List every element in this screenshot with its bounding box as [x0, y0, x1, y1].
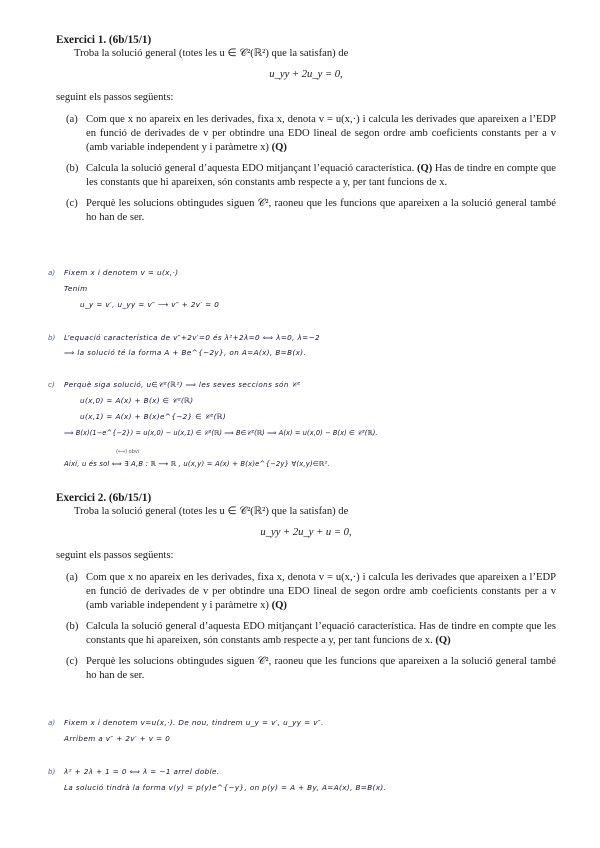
answer-1a-label: a)	[48, 268, 56, 277]
answer-1b-line-2: ⟹ la solució té la forma A + Be^{−2y}, on A=A(x), B=B(x).	[64, 348, 307, 357]
answer-1c-line-3: u(x,1) = A(x) + B(x)e^{−2} ∈ 𝒞²(ℝ)	[80, 412, 227, 421]
exercise-1-part-b: (b) Calcula la solució general d’aquesta EDO mitjançant l’equació característica. (Q) Has de tindre en compte que les constants que hi apareixen, són constants amb respecte a y, per tant funcions de x.	[66, 163, 556, 188]
answer-1c-line-1: Perquè siga solució, u∈𝒞²(ℝ²) ⟹ les seves seccions són 𝒞²	[64, 380, 301, 389]
answer-2a-label: a)	[48, 718, 56, 727]
exercise-1-intro: seguint els passos següents:	[56, 92, 174, 103]
exercise-1-part-a: (a) Com que x no apareix en les derivades, fixa x, denota v = u(x,·) i calcula les derivades que apareixen a l’EDP en funció de derivades de v per obtindre una EDO lineal de segon ordre amb coeficients constants per a v (amb variable independent y i paràmetre x) (Q)	[66, 114, 556, 153]
answer-2a-line-2: Arribem a v″ + 2v′ + v = 0	[64, 734, 171, 743]
exercise-1-parts	[56, 113, 556, 225]
answer-2b-line-2: La solució tindrà la forma v(y) = p(y)e^{−y}, on p(y) = A + By, A=A(x), B=B(x).	[64, 783, 387, 792]
exercise-2-statement: Troba la solució general (totes les u ∈ 𝒞²(ℝ²) que la satisfan) de	[74, 506, 349, 517]
answer-2a-line-1: Fixem x i denotem v=u(x,·). De nou, tindrem u_y = v′, u_yy = v″.	[64, 718, 324, 727]
answer-1c-line-2: u(x,0) = A(x) + B(x) ∈ 𝒞²(ℝ)	[80, 396, 194, 405]
exercise-2-parts	[56, 571, 556, 683]
answer-2b-label: b)	[48, 767, 56, 776]
exercise-2-heading: Exercici 2. (6b/15/1)	[56, 492, 152, 504]
answer-1c-note: (⟺) obvi	[116, 449, 140, 455]
exercise-1-part-c: (c) Perquè les solucions obtingudes siguen 𝒞², raoneu que les funcions que apareixen a la solució general també ho han de ser.	[66, 198, 556, 223]
exercise-1-heading: Exercici 1. (6b/15/1)	[56, 34, 152, 46]
answer-1b-label: b)	[48, 333, 56, 342]
answer-1c-line-4: ⟹ B(x)(1−e^{−2}) = u(x,0) − u(x,1) ∈ 𝒞²(ℝ) ⟹ B∈𝒞²(ℝ) ⟹ A(x) = u(x,0) − B(x) ∈ 𝒞²(ℝ).	[64, 429, 378, 437]
exercise-2-part-b: (b) Calcula la solució general d’aquesta EDO mitjançant l’equació característica. Has de tindre en compte que les constants que hi apareixen, són constants amb respecte a y, per tant funcions de x. (Q)	[66, 621, 556, 646]
exercise-2-equation: u_yy + 2u_y + u = 0,	[260, 527, 352, 538]
answer-1c-line-5: Així, u és sol ⟺ ∃ A,B : ℝ ⟶ ℝ , u(x,y) = A(x) + B(x)e^{−2y} ∀(x,y)∈ℝ².	[64, 460, 330, 468]
exercise-1	[56, 33, 556, 232]
exercise-1-equation: u_yy + 2u_y = 0,	[269, 69, 343, 80]
answer-2b-line-1: λ² + 2λ + 1 = 0 ⟺ λ = −1 arrel doble.	[64, 767, 220, 776]
answer-1a-line-1: Fixem x i denotem v = u(x,·)	[64, 268, 179, 277]
exercise-2-part-a: (a) Com que x no apareix en les derivades, fixa x, denota v = u(x,·) i calcula les derivades que apareixen a l’EDP en funció de derivades de v per obtindre una EDO lineal de segon ordre amb coeficients constants per a v (amb variable independent y i paràmetre x) (Q)	[66, 572, 556, 611]
answer-1a-line-2: Tenim	[64, 284, 88, 293]
exercise-2-part-c: (c) Perquè les solucions obtingudes siguen 𝒞², raoneu que les funcions que apareixen a la solució general també ho han de ser.	[66, 656, 556, 681]
exercise-1-statement: Troba la solució general (totes les u ∈ 𝒞²(ℝ²) que la satisfan) de	[74, 48, 349, 59]
answer-1c-label: c)	[48, 380, 55, 389]
exercise-2-intro: seguint els passos següents:	[56, 550, 174, 561]
exercise-2	[56, 491, 556, 690]
answer-1b-line-1: L’equació característica de v″+2v′=0 és λ²+2λ=0 ⟺ λ=0, λ=−2	[64, 333, 320, 342]
answer-1a-line-3: u_y = v′, u_yy = v″ ⟶ v″ + 2v′ = 0	[80, 300, 220, 309]
